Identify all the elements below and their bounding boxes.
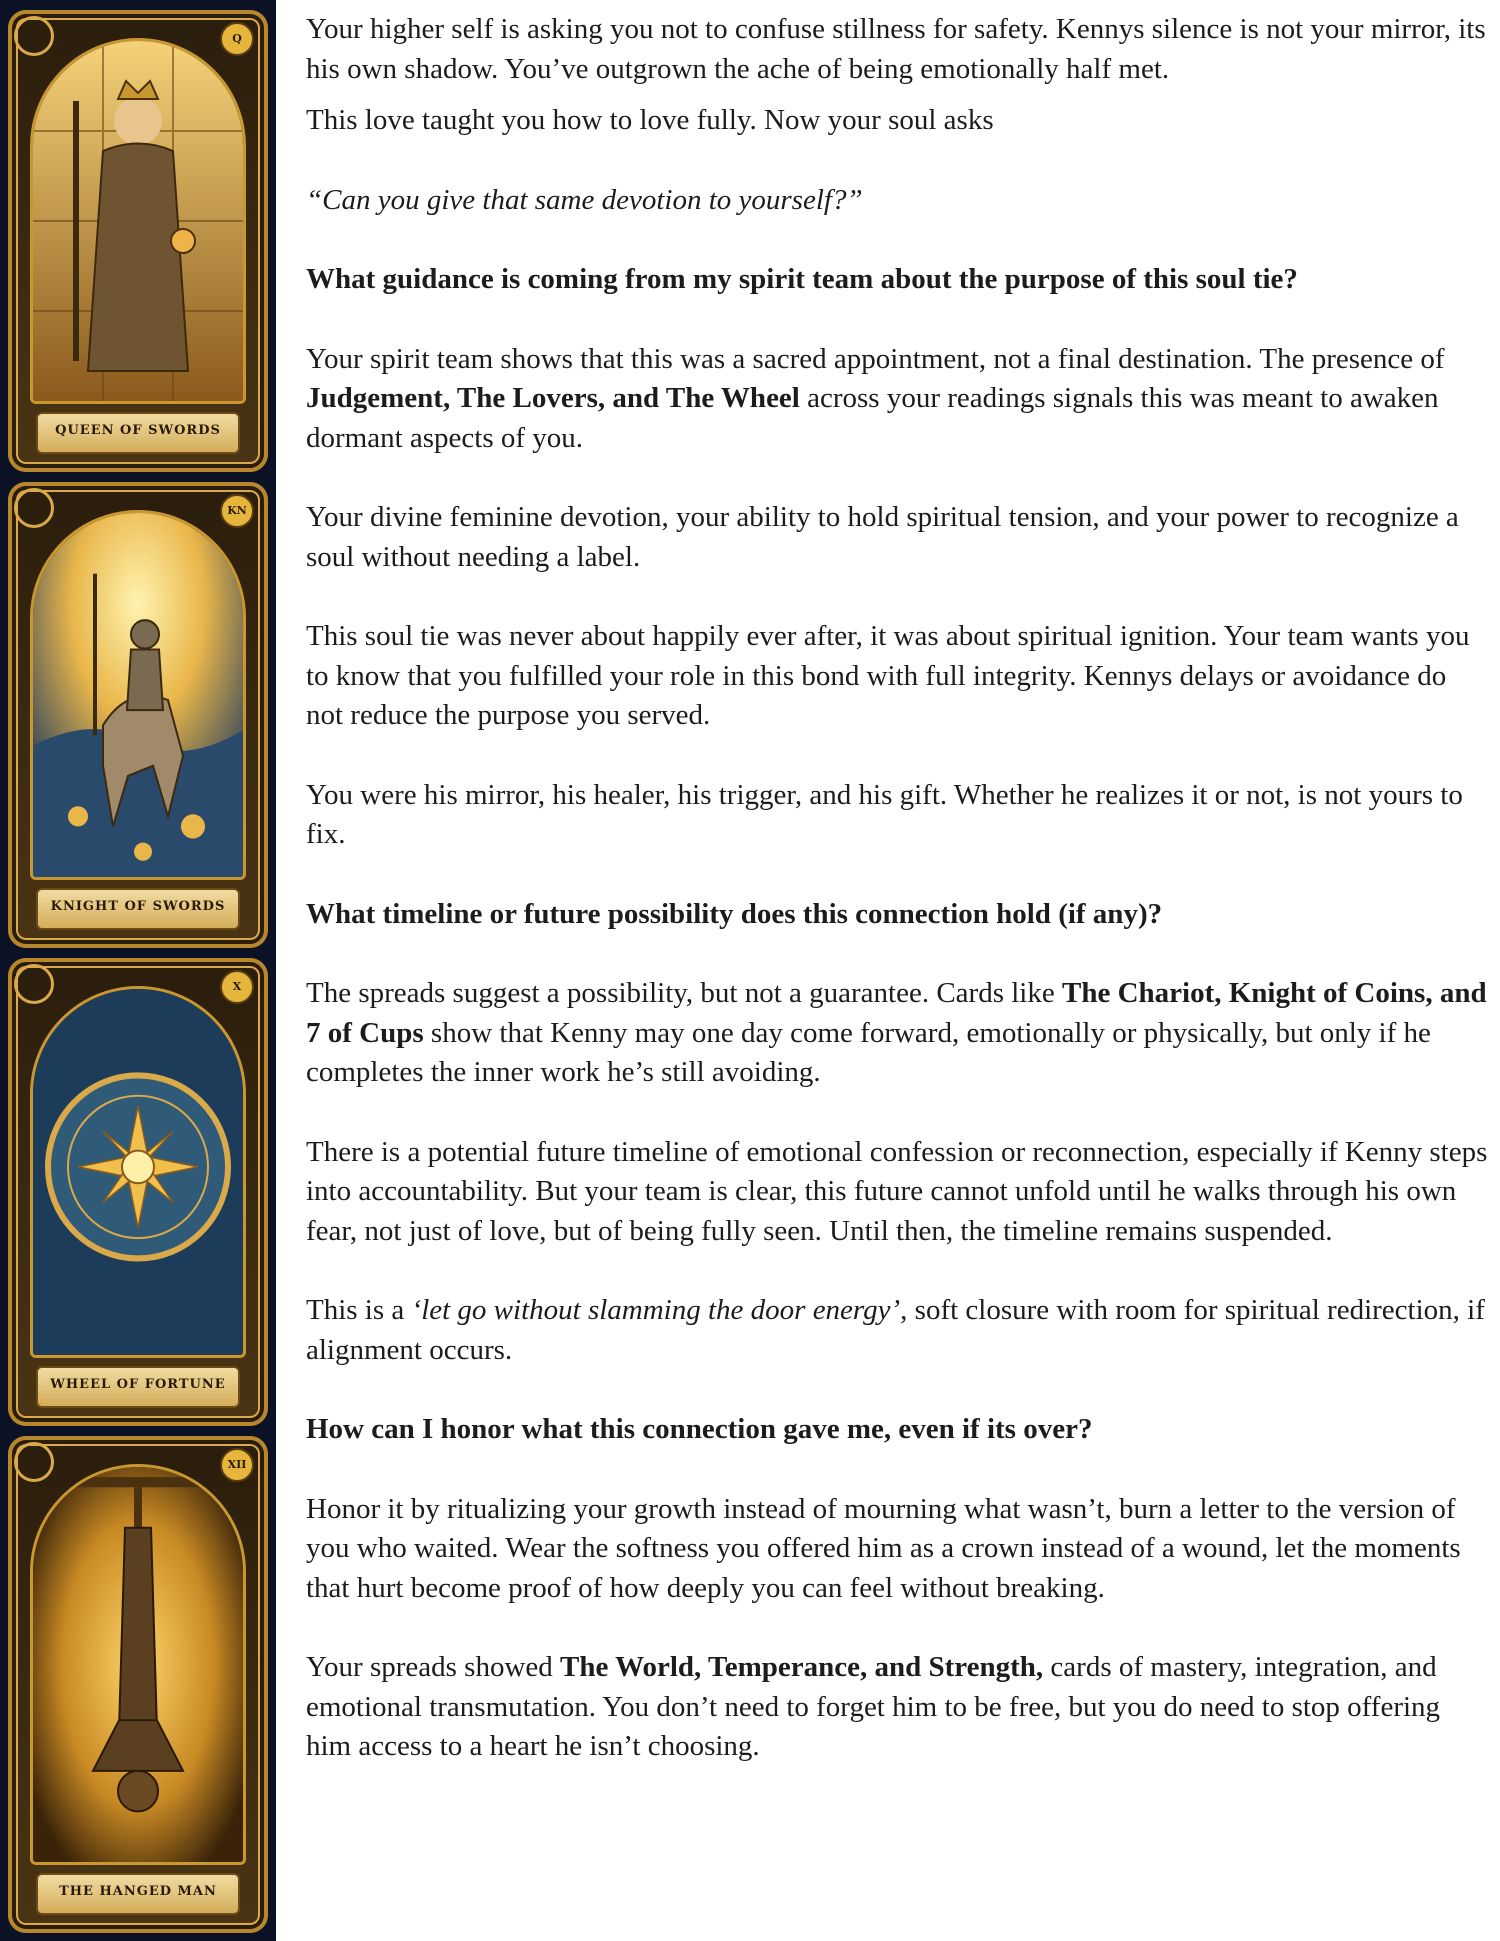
tarot-card-wheel-of-fortune: [8, 958, 268, 1426]
tarot-card-knight-of-swords: [8, 482, 268, 948]
reading-text: [306, 10, 1490, 1767]
sun-wheel-icon: [30, 986, 246, 1358]
card-badge: Q: [220, 22, 254, 56]
card-title: KNIGHT OF SWORDS: [36, 888, 240, 930]
card-badge: XII: [220, 1448, 254, 1482]
corner-ornament-icon: [14, 964, 54, 1004]
tarot-card-the-hanged-man: [8, 1436, 268, 1933]
queen-figure-icon: [30, 38, 246, 404]
tarot-card-column: [0, 0, 276, 1941]
paragraph: Your higher self is asking you not to confuse stillness for safety. Kennys silence is not your mirror, its his own shadow. You’ve outgrown the ache of being emotionally half met.: [306, 13, 1486, 85]
section-heading: What guidance is coming from my spirit team about the purpose of this soul tie?: [306, 263, 1298, 295]
hanged-figure-icon: [30, 1464, 246, 1865]
card-badge: KN: [220, 494, 254, 528]
paragraph: You were his mirror, his healer, his trigger, and his gift. Whether he realizes it or not, is not yours to fix.: [306, 778, 1463, 850]
paragraph: This soul tie was never about happily ever after, it was about spiritual ignition. Your team wants you to know that you fulfilled your role in this bond with full integrity. Kennys delays or avoidance do not reduce the purpose you served.: [306, 620, 1470, 731]
section-heading: How can I honor what this connection gave me, even if its over?: [306, 1413, 1093, 1445]
card-title: QUEEN OF SWORDS: [36, 412, 240, 454]
paragraph: This is a ‘let go without slamming the door energy’, soft closure with room for spiritual redirection, if alignment occurs.: [306, 1294, 1485, 1366]
tarot-card-queen-of-swords: [8, 10, 268, 472]
corner-ornament-icon: [14, 16, 54, 56]
paragraph: Your spreads showed The World, Temperance, and Strength, cards of mastery, integration, and emotional transmutation. You don’t need to forget him to be free, but you do need to stop offering him access to a heart he isn’t choosing.: [306, 1651, 1441, 1762]
quote: “Can you give that same devotion to yourself?”: [306, 183, 863, 216]
paragraph: This love taught you how to love fully. Now your soul asks: [306, 104, 994, 136]
paragraph: There is a potential future timeline of emotional confession or reconnection, especially if Kenny steps into accountability. But your team is clear, this future cannot unfold until he walks through his own fear, not just of love, but of being fully seen. Until then, the timeline remains suspended.: [306, 1135, 1488, 1247]
card-title: THE HANGED MAN: [36, 1873, 240, 1915]
paragraph: Your divine feminine devotion, your ability to hold spiritual tension, and your power to recognize a soul without needing a label.: [306, 501, 1459, 573]
section-heading: What timeline or future possibility does this connection hold (if any)?: [306, 897, 1163, 930]
corner-ornament-icon: [14, 1442, 54, 1482]
corner-ornament-icon: [14, 488, 54, 528]
paragraph: The spreads suggest a possibility, but not a guarantee. Cards like The Chariot, Knight of Coins, and 7 of Cups show that Kenny may one day come forward, emotionally or physically, but only if he completes the inner work he’s still avoiding.: [306, 977, 1487, 1088]
card-title: WHEEL OF FORTUNE: [36, 1366, 240, 1408]
card-badge: X: [220, 970, 254, 1004]
knight-horse-icon: [30, 510, 246, 880]
paragraph: Honor it by ritualizing your growth instead of mourning what wasn’t, burn a letter to the version of you who waited. Wear the softness you offered him as a crown instead of a wound, let the moments that hurt become proof of how deeply you can feel without breaking.: [306, 1492, 1461, 1604]
paragraph: Your spirit team shows that this was a sacred appointment, not a final destination. The presence of Judgement, The Lovers, and The Wheel across your readings signals this was meant to awaken dormant aspects of you.: [306, 342, 1445, 454]
